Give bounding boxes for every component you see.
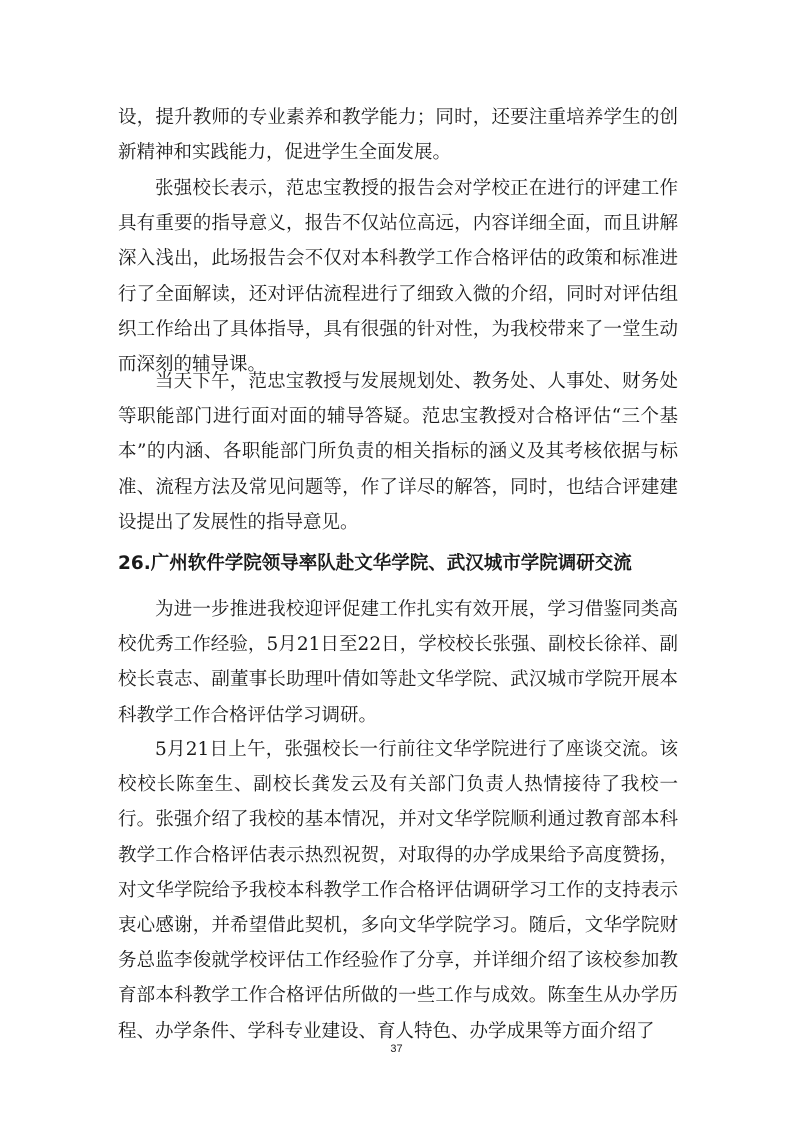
paragraph-afternoon-session: 当天下午，范忠宝教授与发展规划处、教务处、人事处、财务处等职能部门进行面对面的辅导答疑。范忠宝教授对合格评估“三个基本”的内涵、各职能部门所负责的相关指标的涵义及其考核依据与标准、流程方法及常见问题等，作了详尽的解答，同时，也结合评建建设提出了发展性的指导意见。: [118, 371, 678, 533]
paragraph-principal-remarks: 张强校长表示，范忠宝教授的报告会对学校正在进行的评建工作具有重要的指导意义，报告不仅站位高远，内容详细全面，而且讲解深入浅出，此场报告会不仅对本科教学工作合格评估的政策和标准进行了全面解读，还对评估流程进行了细致入微的介绍，同时对评估组织工作给出了具体指导，具有很强的针对性，为我校带来了一堂生动而深刻的辅导课。: [118, 178, 678, 376]
paragraph-continuation: 设，提升教师的专业素养和教学能力；同时，还要注重培养学生的创新精神和实践能力，促进学生全面发展。: [118, 107, 678, 164]
section-heading: 26.广州软件学院领导率队赴文华学院、武汉城市学院调研交流: [118, 553, 632, 574]
paragraph-wenhua-meeting: 5月21日上午，张强校长一行前往文华学院进行了座谈交流。该校校长陈奎生、副校长龚发云及有关部门负责人热情接待了我校一行。张强介绍了我校的基本情况，并对文华学院顺利通过教育部本科教学工作合格评估表示热烈祝贺，对取得的办学成果给予高度赞扬，对文华学院给予我校本科教学工作合格评估调研学习工作的支持表示衷心感谢，并希望借此契机，多向文华学院学习。随后，文华学院财务总监李俊就学校评估工作经验作了分享，并详细介绍了该校参加教育部本科教学工作合格评估所做的一些工作与成效。陈奎生从办学历程、办学条件、学科专业建设、育人特色、办学成果等方面介绍了: [118, 739, 678, 1042]
paragraph-research-visit: 为进一步推进我校迎评促建工作扎实有效开展，学习借鉴同类高校优秀工作经验，5月21日至22日，学校校长张强、副校长徐祥、副校长袁志、副董事长助理叶倩如等赴文华学院、武汉城市学院开展本科教学工作合格评估学习调研。: [118, 599, 678, 726]
page-number: 37: [390, 1043, 403, 1055]
